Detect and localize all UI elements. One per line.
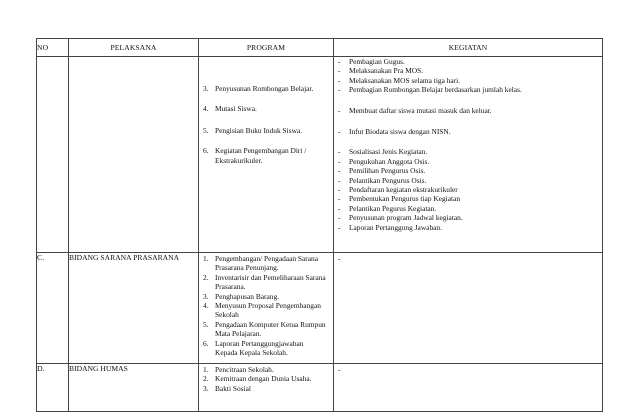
row-c-pelaksana: BIDANG SARANA PRASARANA	[69, 253, 199, 364]
kegiatan-item: - Pelantikan Pegurus Kegiatan.	[338, 203, 437, 213]
kegiatan-item: - Pembagian Gugus.	[338, 57, 405, 66]
kegiatan-item: - Pemilihan Pengurus Osis.	[338, 166, 426, 176]
kegiatan-item: - Laporan Pertanggung Jawaban.	[338, 222, 442, 232]
row-b-no	[37, 57, 69, 253]
kegiatan-item: - Infut Biodata siswa dengan NISN.	[338, 127, 451, 137]
program-item: 3. Penghapusan Barang.	[203, 291, 280, 301]
header-pelaksana: PELAKSANA	[69, 39, 199, 57]
program-item: 6. Laporan Pertanggungjawaban Kepada Kepala Sekolah.	[203, 338, 304, 358]
row-c-no: C.	[37, 253, 69, 364]
kegiatan-item: - Pelantikan Pengurus Osis.	[338, 175, 427, 185]
table-row	[37, 364, 603, 412]
program-item: 3. Bakti Sosial	[203, 383, 251, 393]
row-d-kegiatan-cell	[334, 364, 603, 412]
kegiatan-item: - Penyusunan program Jadwal kegiatan.	[338, 213, 463, 223]
row-d-no: D.	[37, 364, 69, 412]
header-no: NO	[37, 39, 69, 57]
program-item: 4. Mutasi Siswa.	[203, 104, 257, 114]
kegiatan-item: - Pengukuhan Anggota Osis.	[338, 156, 430, 166]
kegiatan-item: -	[338, 254, 341, 263]
program-item: 5. Pengisian Buku Induk Siswa.	[203, 125, 303, 135]
kegiatan-item: - Pendaftaran kegiatan ekstrakurikuler	[338, 185, 458, 195]
program-table	[36, 38, 603, 412]
program-item: 2. Inventarisir dan Pemeliharaan Sarana Prasarana.	[203, 272, 326, 292]
table-row	[37, 253, 603, 364]
program-item: 3. Penyusunan Rombongan Belajar.	[203, 84, 314, 93]
program-item: 5. Pengadaan Komputer Ketua Rumpun Mata Pelajaran.	[203, 319, 326, 339]
kegiatan-item: - Pembentukan Pengurus tiap Kegiatan	[338, 194, 461, 204]
row-d-program-cell	[199, 364, 334, 412]
row-b-program-cell	[199, 57, 334, 253]
row-b-kegiatan-cell	[334, 57, 603, 253]
kegiatan-item: - Melaksanakan Pra MOS.	[338, 66, 424, 76]
row-c-kegiatan-cell	[334, 253, 603, 364]
table-row	[37, 57, 603, 253]
kegiatan-item: -	[338, 365, 341, 374]
program-item: 4. Menyusun Proposal Pengembangan Sekolah	[203, 301, 321, 320]
row-b-pelaksana	[69, 57, 199, 253]
program-item: 1. Pengembangan/ Pengadaan Sarana Prasarana Penunjang.	[203, 254, 319, 273]
program-item: 1. Pencitraan Sekolah.	[203, 365, 274, 374]
header-kegiatan: KEGIATAN	[334, 39, 603, 57]
header-program: PROGRAM	[199, 39, 334, 57]
program-item: 6. Kegiatan Pengembangan Diri / Ekstrakurikuler.	[203, 146, 307, 165]
kegiatan-item: - Sosialisasi Jenis Kegiatan.	[338, 147, 428, 157]
kegiatan-item: - Pembagian Rombongan Belajar berdasarkan jumlah kelas.	[338, 85, 522, 95]
kegiatan-item: - Membuat daftar siswa mutasi masuk dan keluar.	[338, 105, 492, 115]
row-d-pelaksana: BIDANG HUMAS	[69, 364, 199, 412]
row-c-program-cell	[199, 253, 334, 364]
kegiatan-item: - Melaksanakan MOS selama tiga hari.	[338, 75, 461, 85]
table-header-row	[37, 39, 603, 57]
program-item: 2. Kemitraan dengan Dunia Usaha.	[203, 374, 312, 384]
